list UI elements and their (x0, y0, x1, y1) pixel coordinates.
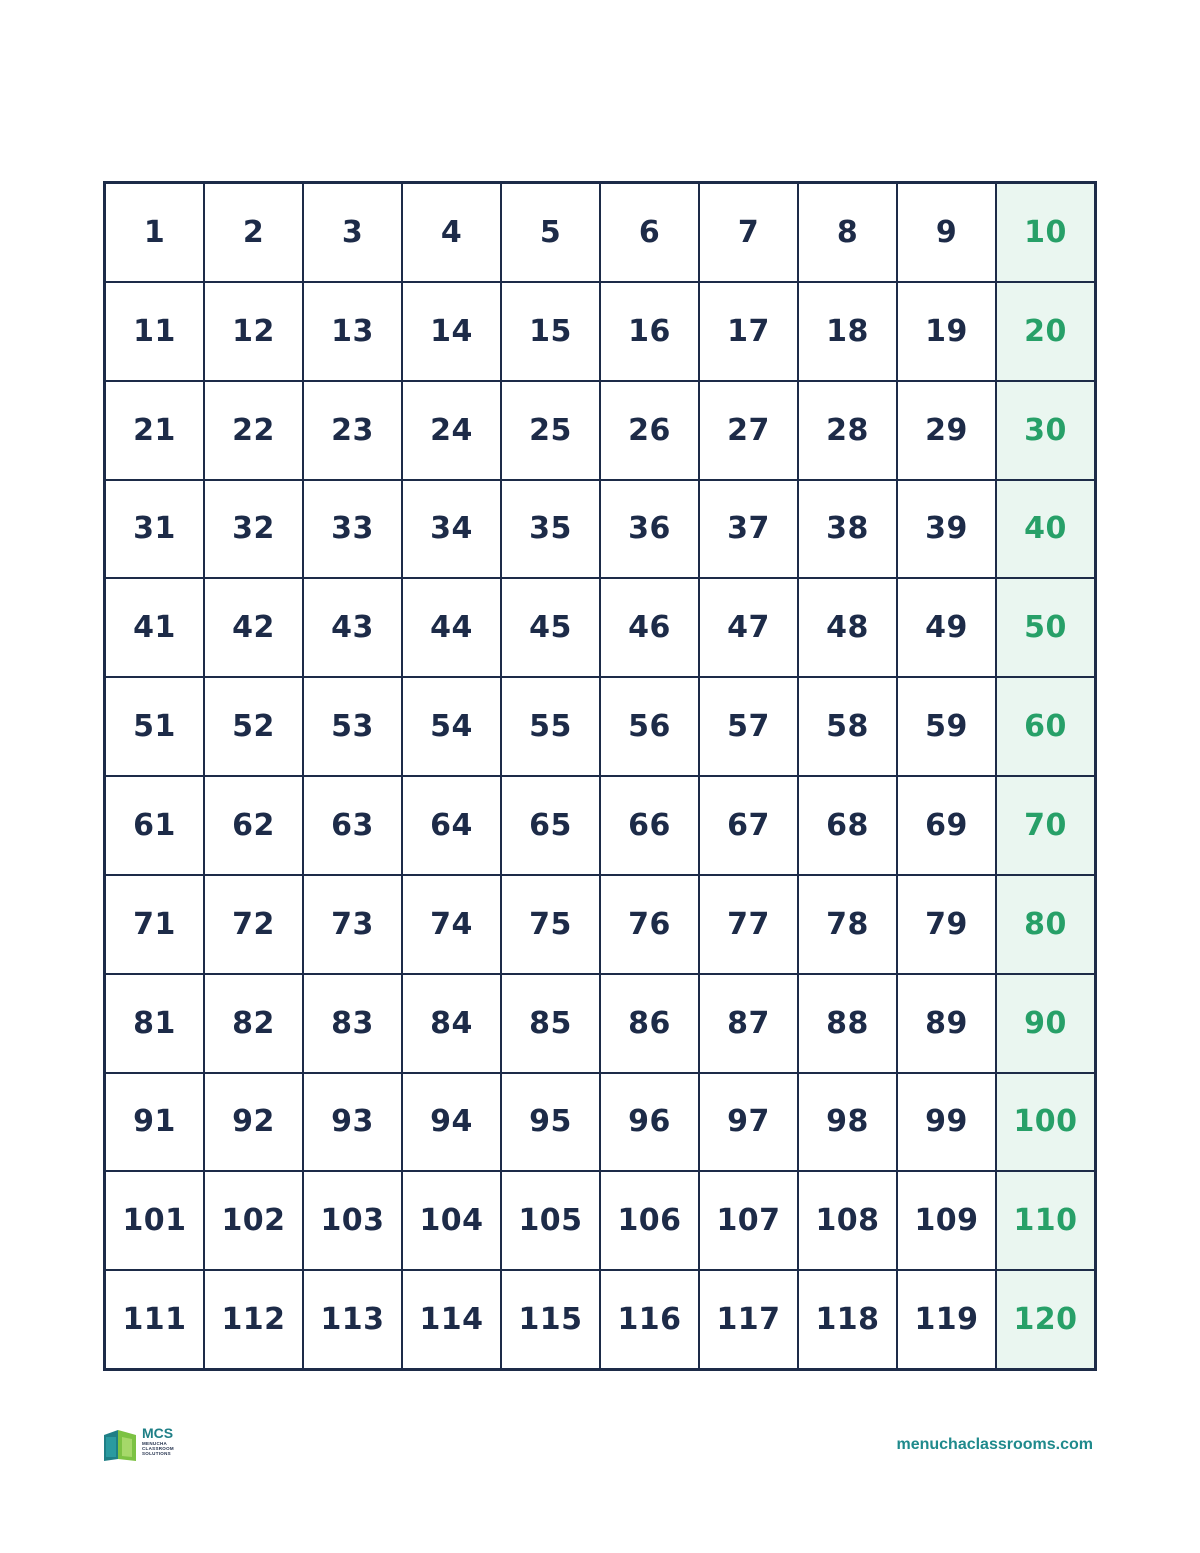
number-cell: 42 (205, 579, 302, 676)
number-cell: 15 (502, 283, 599, 380)
number-cell: 13 (304, 283, 401, 380)
number-cell: 58 (799, 678, 896, 775)
number-cell: 115 (502, 1271, 599, 1368)
number-cell: 26 (601, 382, 698, 479)
number-cell: 99 (898, 1074, 995, 1171)
number-cell: 62 (205, 777, 302, 874)
number-cell: 46 (601, 579, 698, 676)
number-cell: 68 (799, 777, 896, 874)
number-cell: 69 (898, 777, 995, 874)
tens-number-cell: 90 (997, 975, 1094, 1072)
number-cell: 109 (898, 1172, 995, 1269)
tens-number-cell: 100 (997, 1074, 1094, 1171)
number-cell: 49 (898, 579, 995, 676)
number-cell: 104 (403, 1172, 500, 1269)
number-cell: 87 (700, 975, 797, 1072)
number-cell: 23 (304, 382, 401, 479)
hundreds-chart (103, 181, 1097, 1371)
number-cell: 11 (106, 283, 203, 380)
number-cell: 59 (898, 678, 995, 775)
logo-subtext: MENUCHA CLASSROOM SOLUTIONS (142, 1441, 174, 1456)
number-cell: 29 (898, 382, 995, 479)
tens-number-cell: 30 (997, 382, 1094, 479)
number-cell: 32 (205, 481, 302, 578)
number-cell: 54 (403, 678, 500, 775)
tens-number-cell: 40 (997, 481, 1094, 578)
tens-number-cell: 60 (997, 678, 1094, 775)
number-cell: 91 (106, 1074, 203, 1171)
number-cell: 102 (205, 1172, 302, 1269)
number-cell: 5 (502, 184, 599, 281)
website-url: menuchaclassrooms.com (896, 1436, 1093, 1453)
number-cell: 117 (700, 1271, 797, 1368)
number-cell: 76 (601, 876, 698, 973)
tens-number-cell: 110 (997, 1172, 1094, 1269)
number-cell: 47 (700, 579, 797, 676)
number-cell: 25 (502, 382, 599, 479)
number-cell: 45 (502, 579, 599, 676)
number-cell: 112 (205, 1271, 302, 1368)
number-cell: 65 (502, 777, 599, 874)
number-cell: 31 (106, 481, 203, 578)
number-cell: 43 (304, 579, 401, 676)
number-cell: 38 (799, 481, 896, 578)
number-cell: 36 (601, 481, 698, 578)
tens-number-cell: 120 (997, 1271, 1094, 1368)
number-cell: 35 (502, 481, 599, 578)
number-cell: 33 (304, 481, 401, 578)
number-cell: 21 (106, 382, 203, 479)
number-cell: 19 (898, 283, 995, 380)
number-cell: 92 (205, 1074, 302, 1171)
number-cell: 95 (502, 1074, 599, 1171)
number-cell: 37 (700, 481, 797, 578)
number-cell: 18 (799, 283, 896, 380)
tens-number-cell: 10 (997, 184, 1094, 281)
number-cell: 82 (205, 975, 302, 1072)
number-cell: 72 (205, 876, 302, 973)
number-cell: 28 (799, 382, 896, 479)
number-cell: 51 (106, 678, 203, 775)
number-cell: 66 (601, 777, 698, 874)
number-cell: 52 (205, 678, 302, 775)
number-cell: 74 (403, 876, 500, 973)
number-cell: 71 (106, 876, 203, 973)
number-cell: 56 (601, 678, 698, 775)
number-cell: 116 (601, 1271, 698, 1368)
number-cell: 64 (403, 777, 500, 874)
number-cell: 86 (601, 975, 698, 1072)
number-cell: 44 (403, 579, 500, 676)
number-cell: 96 (601, 1074, 698, 1171)
number-cell: 107 (700, 1172, 797, 1269)
number-cell: 111 (106, 1271, 203, 1368)
number-cell: 27 (700, 382, 797, 479)
number-cell: 106 (601, 1172, 698, 1269)
book-logo-icon (102, 1427, 138, 1463)
mcs-logo (102, 1425, 182, 1465)
number-cell: 67 (700, 777, 797, 874)
number-cell: 53 (304, 678, 401, 775)
logo-text: MCS (142, 1425, 174, 1441)
tens-number-cell: 20 (997, 283, 1094, 380)
number-cell: 73 (304, 876, 401, 973)
number-cell: 77 (700, 876, 797, 973)
tens-number-cell: 70 (997, 777, 1094, 874)
number-cell: 119 (898, 1271, 995, 1368)
number-cell: 55 (502, 678, 599, 775)
tens-number-cell: 50 (997, 579, 1094, 676)
number-cell: 105 (502, 1172, 599, 1269)
tens-number-cell: 80 (997, 876, 1094, 973)
number-cell: 61 (106, 777, 203, 874)
number-cell: 94 (403, 1074, 500, 1171)
number-cell: 101 (106, 1172, 203, 1269)
number-cell: 85 (502, 975, 599, 1072)
number-cell: 2 (205, 184, 302, 281)
number-cell: 3 (304, 184, 401, 281)
number-cell: 63 (304, 777, 401, 874)
number-cell: 24 (403, 382, 500, 479)
number-cell: 93 (304, 1074, 401, 1171)
number-cell: 22 (205, 382, 302, 479)
number-cell: 98 (799, 1074, 896, 1171)
number-cell: 103 (304, 1172, 401, 1269)
number-cell: 16 (601, 283, 698, 380)
number-cell: 79 (898, 876, 995, 973)
number-cell: 75 (502, 876, 599, 973)
number-cell: 9 (898, 184, 995, 281)
number-cell: 78 (799, 876, 896, 973)
number-cell: 113 (304, 1271, 401, 1368)
number-cell: 14 (403, 283, 500, 380)
number-cell: 1 (106, 184, 203, 281)
number-cell: 6 (601, 184, 698, 281)
number-cell: 48 (799, 579, 896, 676)
number-cell: 41 (106, 579, 203, 676)
number-cell: 97 (700, 1074, 797, 1171)
number-cell: 17 (700, 283, 797, 380)
number-cell: 57 (700, 678, 797, 775)
number-cell: 114 (403, 1271, 500, 1368)
number-cell: 12 (205, 283, 302, 380)
number-cell: 34 (403, 481, 500, 578)
number-cell: 108 (799, 1172, 896, 1269)
number-cell: 7 (700, 184, 797, 281)
number-cell: 88 (799, 975, 896, 1072)
number-cell: 8 (799, 184, 896, 281)
number-cell: 84 (403, 975, 500, 1072)
number-cell: 89 (898, 975, 995, 1072)
number-cell: 4 (403, 184, 500, 281)
number-cell: 39 (898, 481, 995, 578)
number-cell: 83 (304, 975, 401, 1072)
number-cell: 81 (106, 975, 203, 1072)
number-cell: 118 (799, 1271, 896, 1368)
